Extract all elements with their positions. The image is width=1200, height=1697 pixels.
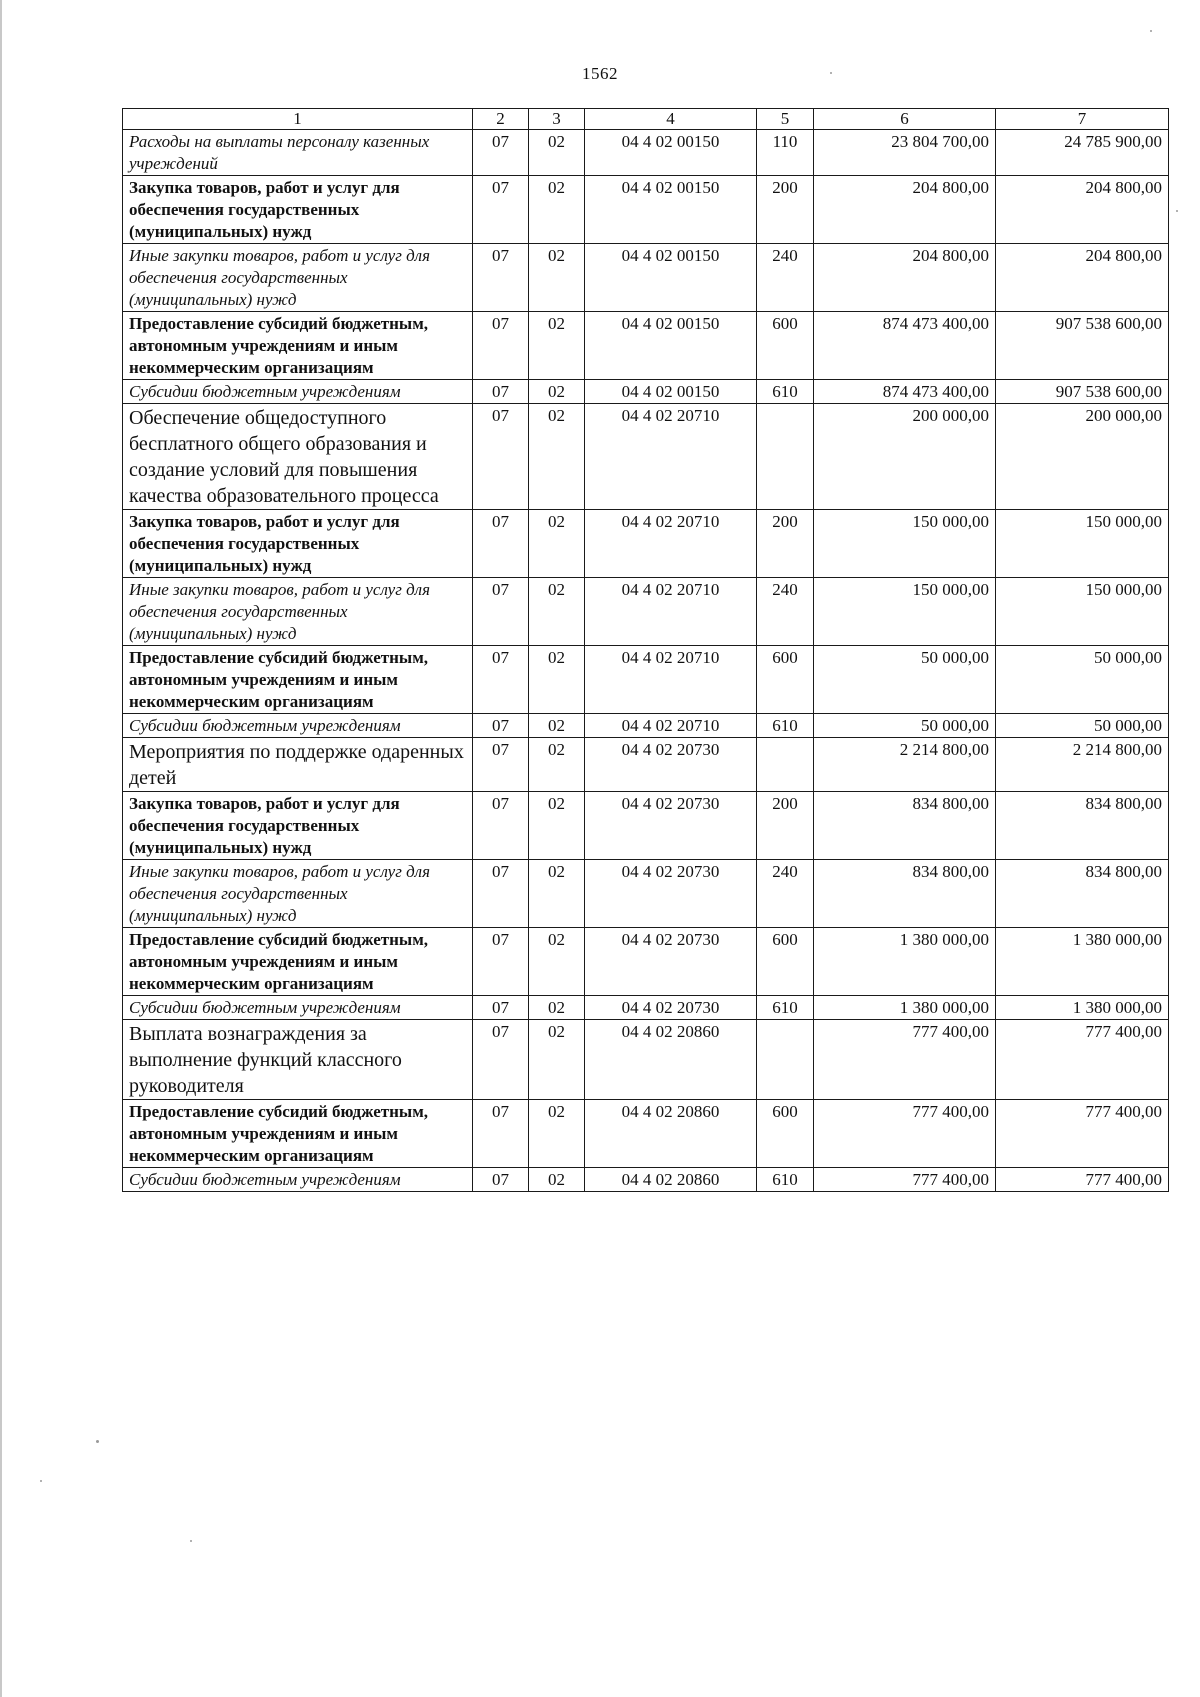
scan-speck [190, 1540, 192, 1542]
table-header-row [123, 109, 1169, 130]
row-subsection-cell: 02 [529, 996, 585, 1020]
table-row [123, 176, 1169, 244]
row-section-cell: 07 [473, 996, 529, 1020]
table-row [123, 244, 1169, 312]
table-row [123, 1100, 1169, 1168]
table-row [123, 130, 1169, 176]
row-amount-year2-cell: 50 000,00 [996, 646, 1169, 714]
row-name-cell: Обеспечение общедоступного бесплатного общего образования и создание условий для повышения качества образовательного процесса [123, 404, 473, 510]
row-amount-year2-cell: 204 800,00 [996, 244, 1169, 312]
header-col-2: 2 [473, 109, 529, 130]
row-subsection-cell: 02 [529, 860, 585, 928]
row-name-cell: Предоставление субсидий бюджетным, автономным учреждениям и иным некоммерческим организациям [123, 928, 473, 996]
row-name-cell: Субсидии бюджетным учреждениям [123, 996, 473, 1020]
row-expense-type-cell: 610 [757, 996, 814, 1020]
row-expense-type-cell: 600 [757, 312, 814, 380]
scan-speck [96, 1440, 99, 1443]
row-name-cell: Расходы на выплаты персоналу казенных учреждений [123, 130, 473, 176]
row-subsection-cell: 02 [529, 404, 585, 510]
table-row [123, 714, 1169, 738]
row-section-cell: 07 [473, 176, 529, 244]
row-subsection-cell: 02 [529, 244, 585, 312]
row-name-cell: Закупка товаров, работ и услуг для обеспечения государственных (муниципальных) нужд [123, 510, 473, 578]
row-subsection-cell: 02 [529, 928, 585, 996]
row-target-code-cell: 04 4 02 00150 [585, 176, 757, 244]
row-amount-year1-cell: 834 800,00 [814, 860, 996, 928]
row-target-code-cell: 04 4 02 20860 [585, 1168, 757, 1192]
header-col-1: 1 [123, 109, 473, 130]
page-number: 1562 [582, 64, 618, 83]
scan-speck [1150, 30, 1152, 32]
row-section-cell: 07 [473, 578, 529, 646]
row-section-cell: 07 [473, 130, 529, 176]
row-amount-year1-cell: 150 000,00 [814, 510, 996, 578]
row-section-cell: 07 [473, 1100, 529, 1168]
row-subsection-cell: 02 [529, 312, 585, 380]
row-amount-year1-cell: 200 000,00 [814, 404, 996, 510]
row-section-cell: 07 [473, 792, 529, 860]
row-subsection-cell: 02 [529, 646, 585, 714]
row-target-code-cell: 04 4 02 20710 [585, 404, 757, 510]
row-name-cell: Предоставление субсидий бюджетным, автономным учреждениям и иным некоммерческим организациям [123, 1100, 473, 1168]
row-name-cell: Закупка товаров, работ и услуг для обеспечения государственных (муниципальных) нужд [123, 176, 473, 244]
table-row [123, 646, 1169, 714]
row-target-code-cell: 04 4 02 20860 [585, 1100, 757, 1168]
header-col-6: 6 [814, 109, 996, 130]
row-section-cell: 07 [473, 244, 529, 312]
table-row [123, 404, 1169, 510]
row-expense-type-cell [757, 1020, 814, 1100]
row-amount-year1-cell: 777 400,00 [814, 1020, 996, 1100]
row-section-cell: 07 [473, 928, 529, 996]
row-expense-type-cell [757, 738, 814, 792]
row-amount-year1-cell: 150 000,00 [814, 578, 996, 646]
row-target-code-cell: 04 4 02 20730 [585, 738, 757, 792]
row-amount-year1-cell: 874 473 400,00 [814, 312, 996, 380]
row-expense-type-cell [757, 404, 814, 510]
row-section-cell: 07 [473, 714, 529, 738]
row-name-cell: Предоставление субсидий бюджетным, автономным учреждениям и иным некоммерческим организациям [123, 646, 473, 714]
row-amount-year2-cell: 907 538 600,00 [996, 380, 1169, 404]
row-section-cell: 07 [473, 312, 529, 380]
table-row [123, 860, 1169, 928]
row-name-cell: Субсидии бюджетным учреждениям [123, 714, 473, 738]
row-section-cell: 07 [473, 510, 529, 578]
row-expense-type-cell: 240 [757, 244, 814, 312]
row-target-code-cell: 04 4 02 20730 [585, 792, 757, 860]
row-amount-year2-cell: 834 800,00 [996, 860, 1169, 928]
row-amount-year2-cell: 150 000,00 [996, 578, 1169, 646]
table-row [123, 380, 1169, 404]
row-target-code-cell: 04 4 02 00150 [585, 244, 757, 312]
scan-speck [1176, 210, 1178, 212]
row-section-cell: 07 [473, 646, 529, 714]
row-subsection-cell: 02 [529, 1168, 585, 1192]
row-section-cell: 07 [473, 380, 529, 404]
scan-speck [40, 1480, 42, 1482]
table-body [123, 130, 1169, 1192]
row-name-cell: Иные закупки товаров, работ и услуг для обеспечения государственных (муниципальных) нужд [123, 578, 473, 646]
row-amount-year1-cell: 1 380 000,00 [814, 996, 996, 1020]
scan-edge-line [0, 0, 2, 1697]
row-amount-year1-cell: 874 473 400,00 [814, 380, 996, 404]
row-amount-year2-cell: 777 400,00 [996, 1168, 1169, 1192]
table-row [123, 996, 1169, 1020]
row-subsection-cell: 02 [529, 176, 585, 244]
row-target-code-cell: 04 4 02 20730 [585, 928, 757, 996]
row-amount-year1-cell: 50 000,00 [814, 714, 996, 738]
row-amount-year2-cell: 777 400,00 [996, 1020, 1169, 1100]
row-amount-year2-cell: 200 000,00 [996, 404, 1169, 510]
row-expense-type-cell: 600 [757, 928, 814, 996]
row-target-code-cell: 04 4 02 00150 [585, 380, 757, 404]
row-amount-year2-cell: 834 800,00 [996, 792, 1169, 860]
row-amount-year2-cell: 24 785 900,00 [996, 130, 1169, 176]
row-expense-type-cell: 200 [757, 792, 814, 860]
row-subsection-cell: 02 [529, 1020, 585, 1100]
row-expense-type-cell: 610 [757, 380, 814, 404]
table-row [123, 578, 1169, 646]
row-subsection-cell: 02 [529, 1100, 585, 1168]
row-target-code-cell: 04 4 02 20710 [585, 578, 757, 646]
row-amount-year2-cell: 1 380 000,00 [996, 996, 1169, 1020]
row-expense-type-cell: 110 [757, 130, 814, 176]
row-expense-type-cell: 240 [757, 578, 814, 646]
row-amount-year1-cell: 2 214 800,00 [814, 738, 996, 792]
row-target-code-cell: 04 4 02 20710 [585, 510, 757, 578]
row-amount-year2-cell: 150 000,00 [996, 510, 1169, 578]
row-subsection-cell: 02 [529, 578, 585, 646]
header-col-5: 5 [757, 109, 814, 130]
row-subsection-cell: 02 [529, 714, 585, 738]
budget-table-container [122, 108, 1168, 1192]
row-subsection-cell: 02 [529, 792, 585, 860]
row-target-code-cell: 04 4 02 20730 [585, 860, 757, 928]
row-name-cell: Мероприятия по поддержке одаренных детей [123, 738, 473, 792]
row-amount-year2-cell: 1 380 000,00 [996, 928, 1169, 996]
row-amount-year1-cell: 50 000,00 [814, 646, 996, 714]
budget-table [122, 108, 1169, 1192]
table-row [123, 928, 1169, 996]
table-row [123, 1020, 1169, 1100]
table-row [123, 510, 1169, 578]
row-name-cell: Предоставление субсидий бюджетным, автономным учреждениям и иным некоммерческим организациям [123, 312, 473, 380]
row-target-code-cell: 04 4 02 00150 [585, 312, 757, 380]
row-amount-year1-cell: 777 400,00 [814, 1100, 996, 1168]
row-amount-year1-cell: 1 380 000,00 [814, 928, 996, 996]
row-expense-type-cell: 200 [757, 510, 814, 578]
row-name-cell: Иные закупки товаров, работ и услуг для обеспечения государственных (муниципальных) нужд [123, 860, 473, 928]
row-amount-year1-cell: 204 800,00 [814, 176, 996, 244]
row-subsection-cell: 02 [529, 738, 585, 792]
row-name-cell: Выплата вознаграждения за выполнение функций классного руководителя [123, 1020, 473, 1100]
table-row [123, 738, 1169, 792]
row-target-code-cell: 04 4 02 00150 [585, 130, 757, 176]
row-amount-year1-cell: 777 400,00 [814, 1168, 996, 1192]
row-subsection-cell: 02 [529, 380, 585, 404]
row-name-cell: Субсидии бюджетным учреждениям [123, 380, 473, 404]
row-subsection-cell: 02 [529, 510, 585, 578]
table-row [123, 1168, 1169, 1192]
row-section-cell: 07 [473, 738, 529, 792]
scan-speck [830, 72, 832, 74]
row-name-cell: Закупка товаров, работ и услуг для обеспечения государственных (муниципальных) нужд [123, 792, 473, 860]
row-target-code-cell: 04 4 02 20730 [585, 996, 757, 1020]
row-amount-year2-cell: 50 000,00 [996, 714, 1169, 738]
row-section-cell: 07 [473, 1020, 529, 1100]
row-amount-year1-cell: 834 800,00 [814, 792, 996, 860]
row-target-code-cell: 04 4 02 20860 [585, 1020, 757, 1100]
row-target-code-cell: 04 4 02 20710 [585, 714, 757, 738]
row-section-cell: 07 [473, 1168, 529, 1192]
row-amount-year2-cell: 2 214 800,00 [996, 738, 1169, 792]
row-amount-year2-cell: 777 400,00 [996, 1100, 1169, 1168]
row-target-code-cell: 04 4 02 20710 [585, 646, 757, 714]
row-amount-year2-cell: 204 800,00 [996, 176, 1169, 244]
row-amount-year1-cell: 23 804 700,00 [814, 130, 996, 176]
table-row [123, 312, 1169, 380]
table-row [123, 792, 1169, 860]
row-name-cell: Субсидии бюджетным учреждениям [123, 1168, 473, 1192]
row-expense-type-cell: 240 [757, 860, 814, 928]
header-col-3: 3 [529, 109, 585, 130]
row-expense-type-cell: 600 [757, 646, 814, 714]
row-expense-type-cell: 610 [757, 714, 814, 738]
row-section-cell: 07 [473, 860, 529, 928]
row-name-cell: Иные закупки товаров, работ и услуг для обеспечения государственных (муниципальных) нужд [123, 244, 473, 312]
row-expense-type-cell: 610 [757, 1168, 814, 1192]
row-section-cell: 07 [473, 404, 529, 510]
row-expense-type-cell: 200 [757, 176, 814, 244]
row-expense-type-cell: 600 [757, 1100, 814, 1168]
header-col-7: 7 [996, 109, 1169, 130]
header-col-4: 4 [585, 109, 757, 130]
row-subsection-cell: 02 [529, 130, 585, 176]
row-amount-year1-cell: 204 800,00 [814, 244, 996, 312]
row-amount-year2-cell: 907 538 600,00 [996, 312, 1169, 380]
